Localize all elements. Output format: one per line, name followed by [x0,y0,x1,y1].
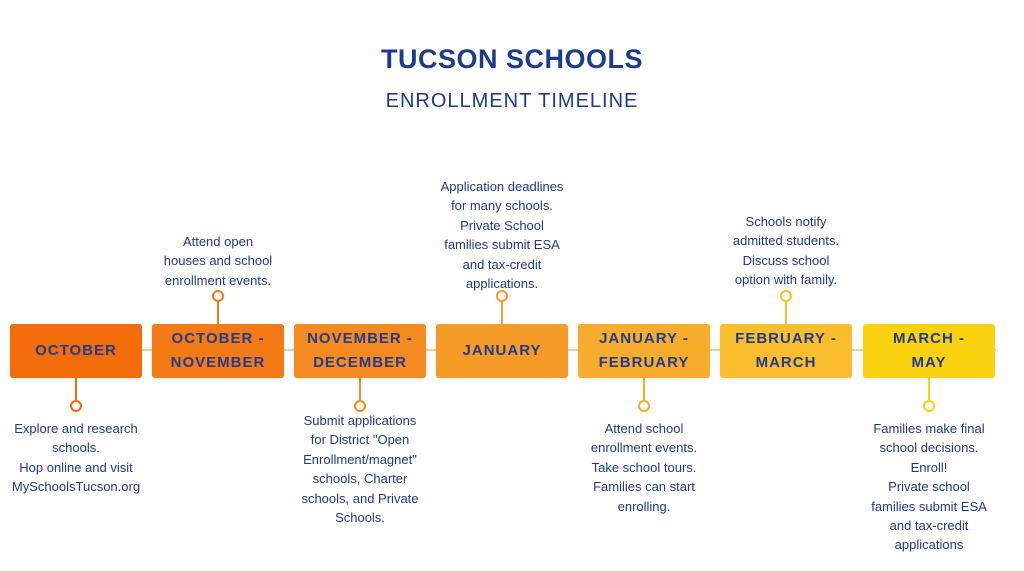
stage-box [863,324,995,378]
stage-box [720,324,852,378]
stage-description: Attend school enrollment events. Take school tours. Families can start enrolling. [590,421,698,514]
stage-box [578,324,710,378]
stage-box [10,324,142,378]
stage-label: JANUARY - FEBRUARY [598,330,690,371]
stage-label: OCTOBER - NOVEMBER [170,330,266,371]
stage-description: Attend open houses and school enrollment events. [163,234,273,288]
stage-description: Explore and research schools. Hop online and visit MySchoolsTucson.org [11,421,141,495]
stage-label: FEBRUARY - MARCH [735,330,837,371]
stage-box [436,324,568,378]
stage-description: Families make final school decisions. Enroll! Private school families submit ESA and tax-credit applications [871,421,987,553]
stage-label: JANUARY [462,342,542,359]
stage-description: Application deadlines for many schools. Private School families submit ESA and tax-credit applications. [440,179,564,292]
stage-box [294,324,426,378]
timeline-marker-dot [923,400,935,412]
page-title: TUCSON SCHOOLS [380,44,643,74]
timeline-marker-dot [212,290,224,302]
timeline-marker-dot [638,400,650,412]
stage-description: Submit applications for District "Open Enrollment/magnet" schools, Charter schools, and Private Schools. [301,413,419,526]
stage-label: MARCH - MAY [893,330,965,371]
stage-label: OCTOBER [35,342,117,359]
timeline-marker-dot [70,400,82,412]
timeline-marker-dot [780,290,792,302]
page-subtitle: ENROLLMENT TIMELINE [385,90,639,112]
stage-description: Schools notify admitted students. Discuss school option with family. [732,214,840,288]
stage-box [152,324,284,378]
stage-label: NOVEMBER - DECEMBER [307,330,413,371]
